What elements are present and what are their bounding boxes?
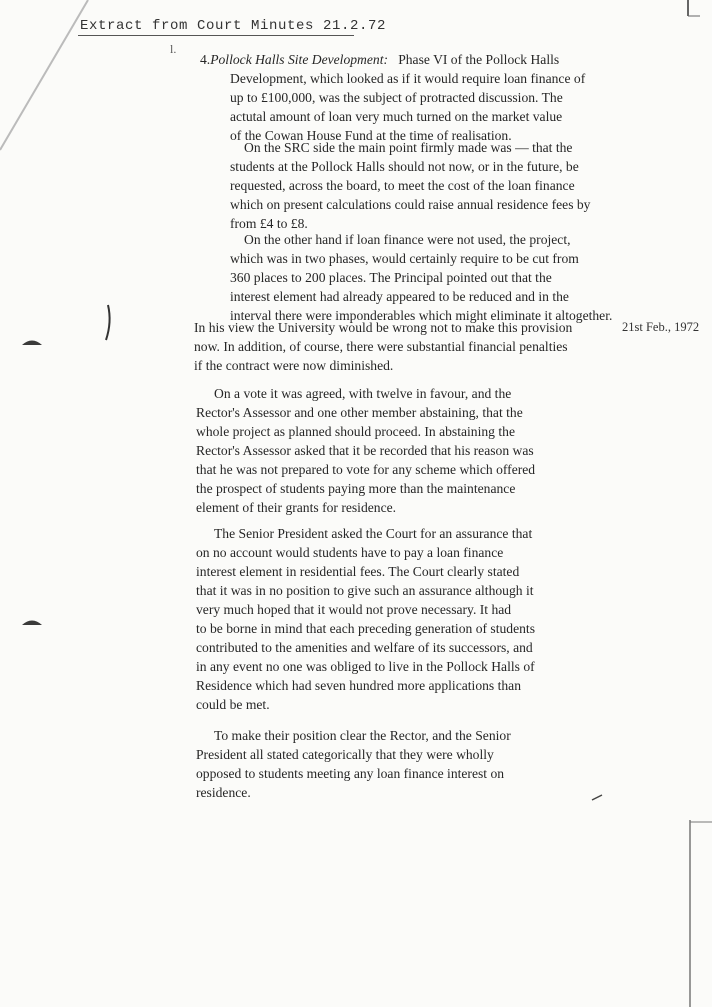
hole-punch-mark — [22, 341, 42, 346]
text-line: element of their grants for residence. — [196, 500, 397, 515]
text-line: interval there were imponderables which might eliminate it altogether. — [230, 308, 613, 323]
text-line: students at the Pollock Halls should not now, or in the future, be — [230, 159, 579, 174]
text-line: opposed to students meeting any loan finance interest on — [196, 766, 505, 781]
text-line: could be met. — [196, 697, 270, 712]
text-line: interest element had already appeared to be reduced and in the — [230, 289, 569, 304]
item-number: 4. — [200, 52, 211, 67]
text-line: On a vote it was agreed, with twelve in favour, and the — [214, 386, 512, 401]
text-line: On the other hand if loan finance were not used, the project, — [244, 232, 571, 247]
stray-mark — [592, 795, 602, 800]
text-line: now. In addition, of course, there were substantial financial penalties — [194, 339, 568, 354]
text-line: in any event no one was obliged to live in the Pollock Halls of — [196, 659, 535, 674]
text-line: On the SRC side the main point firmly made was — that the — [244, 140, 573, 155]
text-line: To make their position clear the Rector, and the Senior — [214, 728, 511, 743]
text-line: the prospect of students paying more than the maintenance — [196, 481, 516, 496]
item-first-line-text: Phase VI of the Pollock Halls — [398, 52, 560, 67]
text-line: very much hoped that it would not prove necessary. It had — [196, 602, 512, 617]
text-line: In his view the University would be wrong not to make this provision — [194, 320, 573, 335]
text-line: if the contract were now diminished. — [194, 358, 394, 373]
hole-punch-mark — [22, 621, 42, 626]
text-line: requested, across the board, to meet the cost of the loan finance — [230, 178, 575, 193]
text-line: to be borne in mind that each preceding generation of students — [196, 621, 535, 636]
document-header: Extract from Court Minutes 21.2.72 — [80, 18, 387, 34]
text-line: up to £100,000, was the subject of protracted discussion. The — [230, 90, 563, 105]
text-line: on no account would students have to pay a loan finance — [196, 545, 504, 560]
text-line: contributed to the amenities and welfare of its successors, and — [196, 640, 533, 655]
text-line: President all stated categorically that they were wholly — [196, 747, 494, 762]
text-line: Rector's Assessor asked that it be recorded that his reason was — [196, 443, 534, 458]
text-line: which on present calculations could raise annual residence fees by — [230, 197, 591, 212]
text-line: Development, which looked as if it would require loan finance of — [230, 71, 586, 86]
text-line: The Senior President asked the Court for an assurance that — [214, 526, 533, 541]
item-heading: Pollock Halls Site Development: — [210, 52, 388, 67]
text-line: interest element in residential fees. The Court clearly stated — [196, 564, 520, 579]
text-line: actutal amount of loan very much turned on the market value — [230, 109, 563, 124]
text-line: residence. — [196, 785, 251, 800]
text-line: of the Cowan House Fund at the time of realisation. — [230, 128, 512, 143]
margin-date-note: 21st Feb., 1972 — [622, 320, 700, 334]
text-line: that he was not prepared to vote for any scheme which offered — [196, 462, 536, 477]
text-line: 360 places to 200 places. The Principal pointed out that the — [230, 270, 552, 285]
text-line: Residence which had seven hundred more applications than — [196, 678, 522, 693]
text-line: from £4 to £8. — [230, 216, 308, 231]
text-line: whole project as planned should proceed. In abstaining the — [196, 424, 515, 439]
item-marker: l. — [170, 42, 177, 56]
text-line: that it was in no position to give such an assurance although it — [196, 583, 534, 598]
margin-pen-mark — [106, 305, 110, 340]
text-line: which was in two phases, would certainly require to be cut from — [230, 251, 579, 266]
text-line: Rector's Assessor and one other member abstaining, that the — [196, 405, 523, 420]
fold-line-mark — [0, 0, 88, 150]
